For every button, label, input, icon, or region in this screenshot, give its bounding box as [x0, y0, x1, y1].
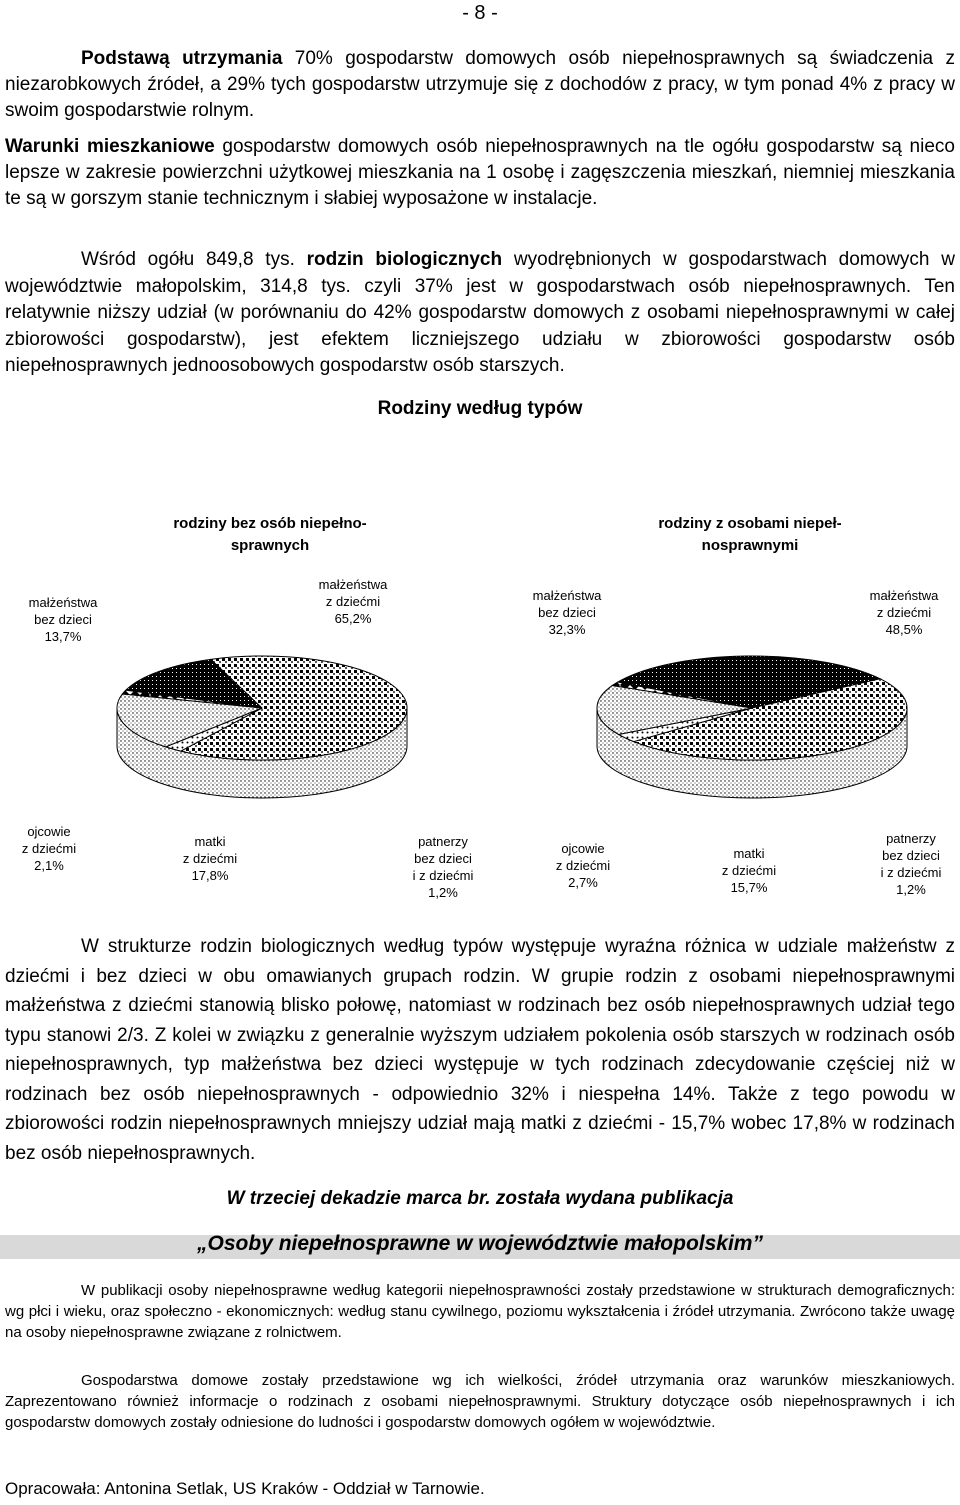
lead-families: rodzin biologicznych	[306, 249, 503, 270]
label-right-marriage-children: małżeństwa z dziećmi 48,5%	[869, 588, 939, 637]
chart-title: Rodziny według typów	[377, 398, 583, 419]
paragraph-housing	[5, 134, 955, 212]
lead-income: Podstawą utrzymania	[81, 48, 283, 69]
text-families: wyodrębnionych w gospodarstwach domowych w województwie małopolskim, 314,8 tys. czyli 37% jest w gospodarstwach osób niepełnosprawnych. Ten relatywnie niższy udział (w porównaniu do 42% gospodarstw domowych z osobami niepełnosprawnymi w całej zbiorowości gospodarstw), jest efektem liczniejszego udziału w zbiorowości gospodarstw osób niepełnosprawnych jednoosobowych gospodarstw osób starszych.	[5, 249, 955, 376]
group-right-line1: rodziny z osobami niepeł-	[658, 515, 842, 532]
paragraph-structure: W strukturze rodzin biologicznych według typów występuje wyraźna różnica w udziale małżeństw z dziećmi i bez dzieci w obu omawianych grupach rodzin. W grupie rodzin z osobami niepełnosprawnymi małżeństwa z dziećmi stanowią blisko połowę, natomiast w rodzinach bez osób niepełnosprawnych udział tego typu stanowi 2/3. Z kolei w związku z generalnie wyższym udziałem pokolenia osób starszych w rodzinach osób niepełnosprawnych, typ małżeństwa bez dzieci występuje w tych rodzinach zdecydowanie częściej niż w rodzinach bez osób niepełnosprawnych - odpowiednio 32% i niespełna 14%. Także z tego powodu w zbiorowości rodzin niepełnosprawnych mniejszy udział mają matki z dziećmi - 15,7% wobec 17,8% w rodzinach bez osób niepełnosprawnych.	[5, 936, 955, 1164]
label-left-mothers: matki z dziećmi 17,8%	[182, 834, 238, 883]
text-income: 70% gospodarstw domowych osób niepełnosprawnych są świadczenia z niezarobkowych źródeł, a 29% tych gospodarstw utrzymuje się z dochodów z pracy, w tym ponad 4% z pracy w swoim gospodarstwie rolnym.	[5, 48, 955, 121]
text-housing: gospodarstw domowych osób niepełnosprawnych na tle ogółu gospodarstw są nieco lepsze w zakresie powierzchni użytkowej mieszkania na 1 osobę i zagęszczenia mieszkań, niemniej mieszkania te są w gorszym stanie technicznym i słabiej wyposażone w instalacje.	[5, 136, 955, 209]
label-right-partners: patnerzy bez dzieci i z dziećmi 1,2%	[880, 831, 942, 897]
group-label-left	[120, 513, 420, 557]
paragraph-families	[5, 247, 955, 380]
label-right-marriage-no-children: małżeństwa bez dzieci 32,3%	[532, 588, 602, 637]
label-left-marriage-no-children: małżeństwa bez dzieci 13,7%	[28, 595, 98, 644]
paragraph-publication: W publikacji osoby niepełnosprawne według kategorii niepełnosprawności zostały przedstawione w strukturach demograficznych: wg płci i wieku, oraz społeczno - ekonomicznych: według stanu cywilnego, poziomu wykształcenia i źródeł utrzymania. Zwrócono także uwagę na osoby niepełnosprawne związane z rolnictwem.	[5, 1282, 955, 1341]
author-footer: Opracowała: Antonina Setlak, US Kraków - Oddział w Tarnowie.	[5, 1479, 485, 1498]
group-left-line1: rodziny bez osób niepełno-	[173, 515, 367, 532]
label-right-mothers: matki z dziećmi 15,7%	[721, 846, 777, 895]
paragraph-households: Gospodarstwa domowe zostały przedstawione wg ich wielkości, źródeł utrzymania oraz warunków mieszkaniowych. Zaprezentowano również informacje o rodzinach z osobami niepełnosprawnymi. Struktury dotyczące osób niepełnosprawnych i ich gospodarstw domowych zostały odniesione do ludności i gospodarstw domowych ogółem w województwie.	[5, 1372, 955, 1431]
publication-heading: W trzeciej dekadzie marca br. została wydana publikacja	[226, 1188, 734, 1209]
pie-left	[117, 656, 407, 798]
paragraph-income	[5, 46, 955, 124]
label-right-fathers: ojcowie z dziećmi 2,7%	[555, 841, 611, 890]
publication-title: „Osoby niepełnosprawne w województwie małopolskim”	[197, 1232, 763, 1255]
group-label-right	[600, 513, 900, 557]
group-left-line2: sprawnych	[230, 537, 310, 554]
label-left-fathers: ojcowie z dziećmi 2,1%	[21, 824, 77, 873]
pie-right	[597, 656, 907, 798]
lead-housing: Warunki mieszkaniowe	[5, 136, 215, 157]
label-left-marriage-children: małżeństwa z dziećmi 65,2%	[318, 577, 388, 626]
pie-charts	[0, 640, 960, 810]
label-left-partners: patnerzy bez dzieci i z dziećmi 1,2%	[412, 834, 474, 900]
group-right-line2: nosprawnymi	[701, 537, 799, 554]
text-families-pre: Wśród ogółu 849,8 tys.	[81, 249, 307, 270]
page-number: - 8 -	[462, 2, 498, 24]
